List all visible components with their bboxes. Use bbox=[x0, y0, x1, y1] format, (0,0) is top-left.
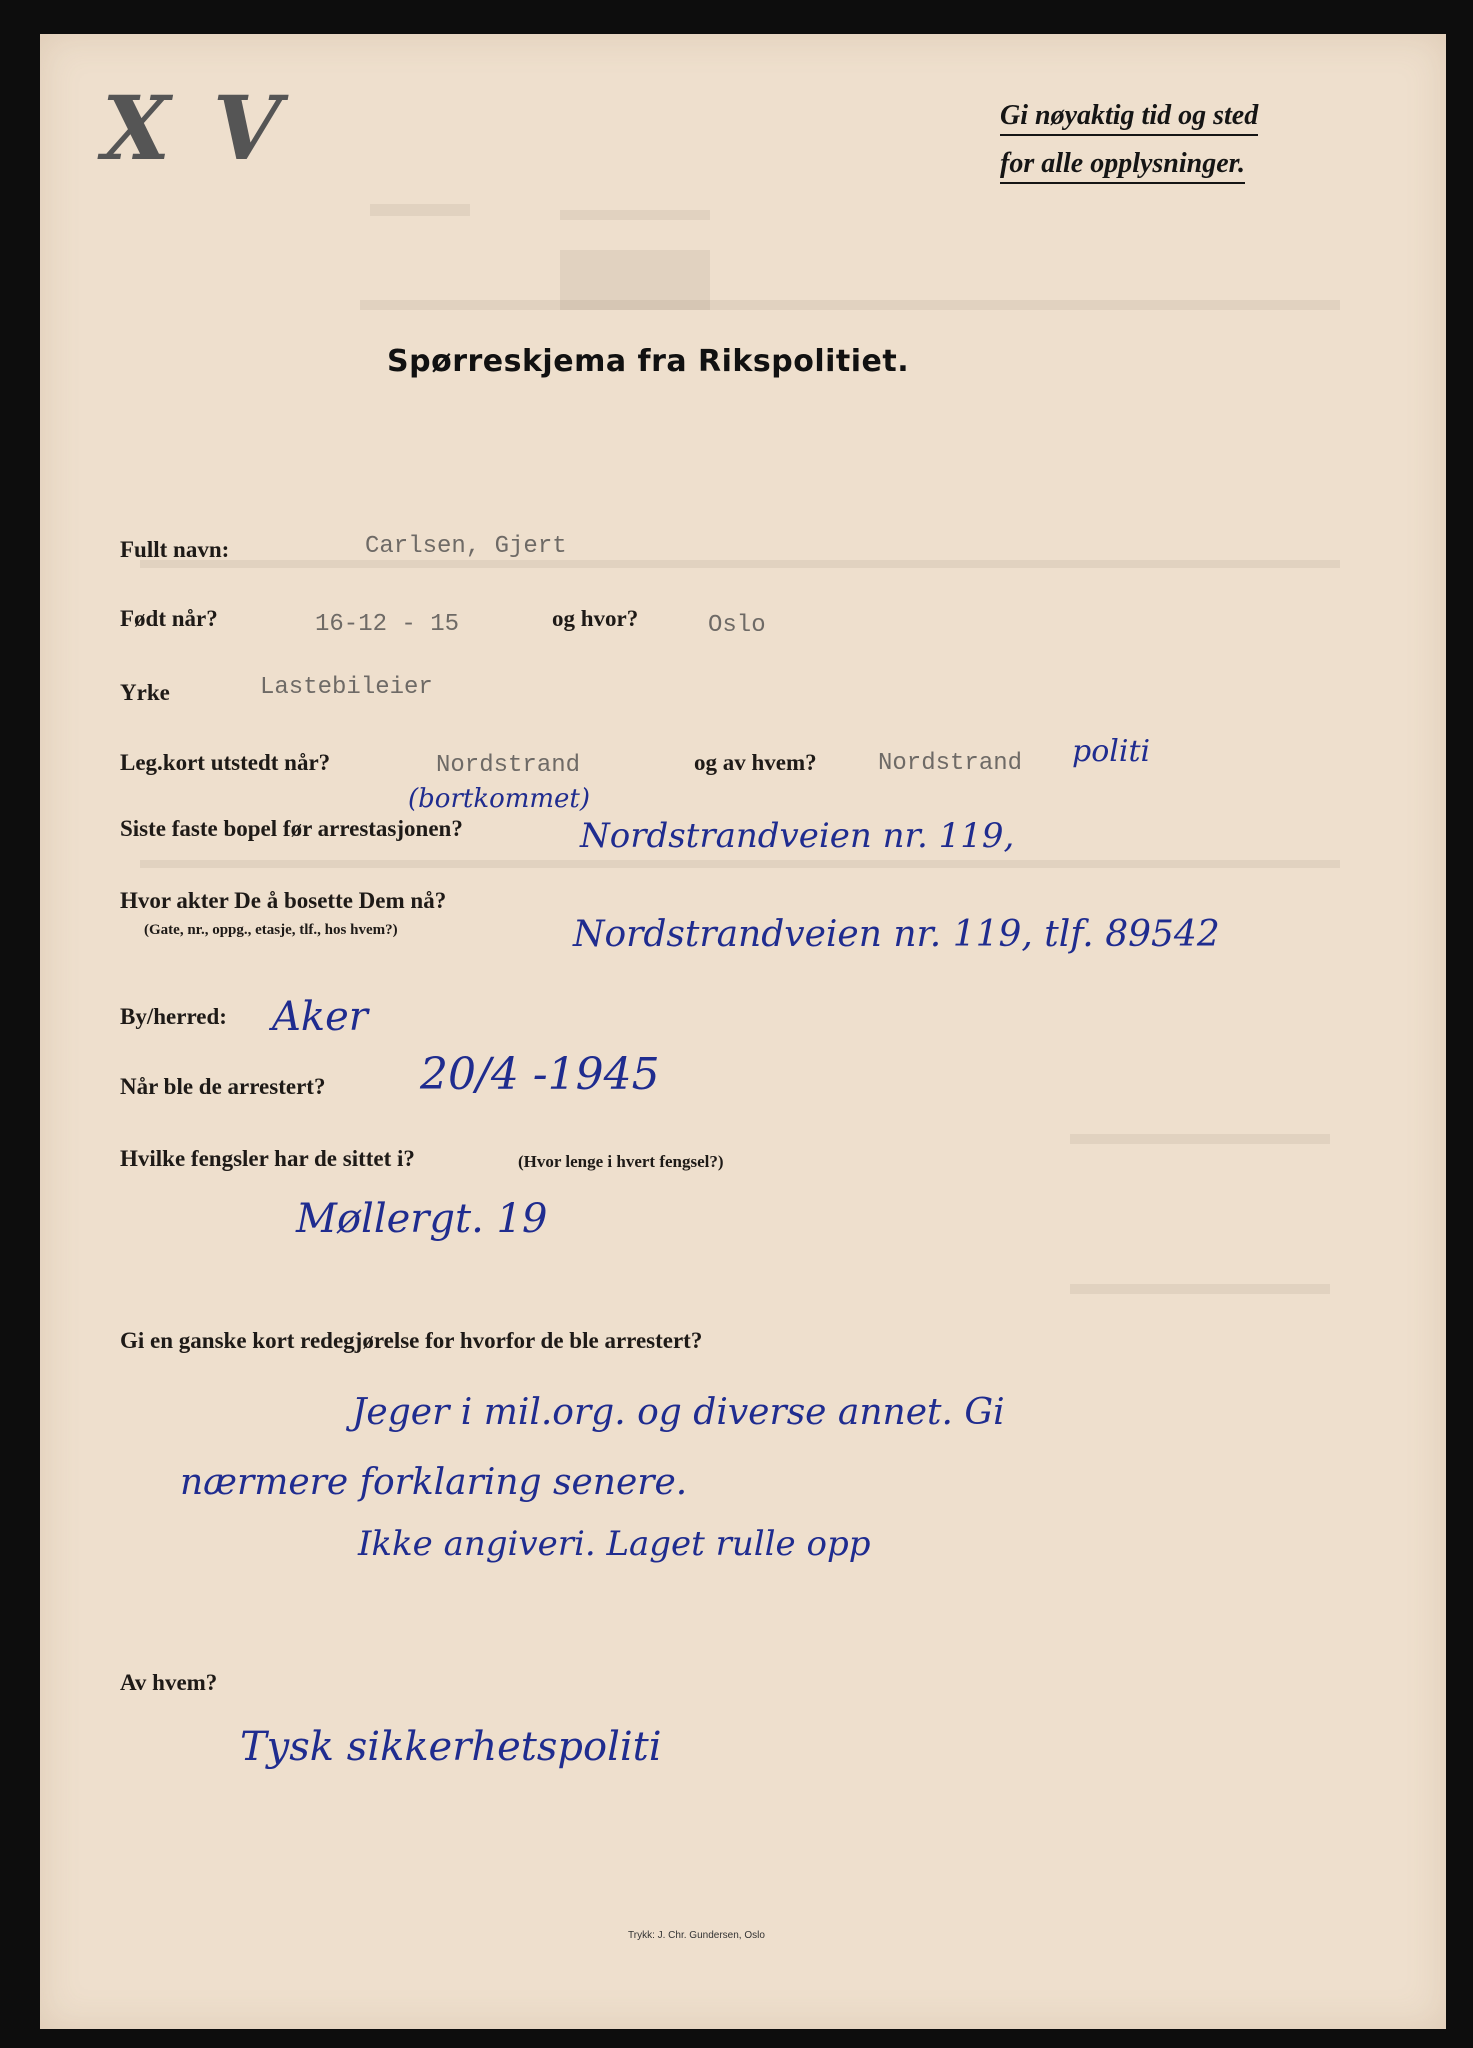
legkort-by-handwritten: politi bbox=[1072, 734, 1151, 769]
bleed-through bbox=[140, 860, 1340, 868]
reason-label: Gi en ganske kort redegjørelse for hvorfor de ble arrestert? bbox=[120, 1328, 703, 1353]
legkort-when-value: Nordstrand bbox=[436, 752, 581, 779]
by-whom-label: Av hvem? bbox=[120, 1670, 218, 1695]
bleed-through bbox=[560, 210, 710, 220]
born-where-label: og hvor? bbox=[552, 606, 639, 631]
born-where-value: Oslo bbox=[708, 612, 766, 639]
reason-line-2: nærmere forklaring senere. bbox=[180, 1462, 688, 1503]
legkort-by-value: Nordstrand bbox=[878, 750, 1023, 777]
last-address-note: (bortkommet) bbox=[408, 784, 591, 814]
reason-line-1: Jeger i mil.org. og diverse annet. Gi bbox=[352, 1392, 1005, 1433]
legkort-by-label: og av hvem? bbox=[694, 750, 817, 775]
prisons-sublabel: (Hvor lenge i hvert fengsel?) bbox=[518, 1152, 724, 1171]
corner-mark: X V bbox=[102, 76, 288, 180]
bleed-through bbox=[370, 204, 470, 216]
arrested-when-value: 20/4 -1945 bbox=[420, 1049, 660, 1100]
by-whom-value: Tysk sikkerhetspoliti bbox=[240, 1724, 662, 1770]
settle-value: Nordstrandveien nr. 119, tlf. 89542 bbox=[573, 914, 1220, 955]
municipality-value: Aker bbox=[272, 994, 368, 1040]
profession-label: Yrke bbox=[120, 680, 170, 705]
reason-line-3: Ikke angiveri. Laget rulle opp bbox=[358, 1524, 871, 1564]
printer-imprint: Trykk: J. Chr. Gundersen, Oslo bbox=[628, 1930, 765, 1941]
name-label: Fullt navn: bbox=[120, 537, 230, 562]
prisons-label: Hvilke fengsler har de sittet i? bbox=[120, 1146, 415, 1171]
arrested-when-label: Når ble de arrestert? bbox=[120, 1074, 326, 1099]
notice-line-2: for alle opplysninger. bbox=[1000, 148, 1245, 184]
legkort-when-label: Leg.kort utstedt når? bbox=[120, 750, 331, 775]
prisons-value: Møllergt. 19 bbox=[296, 1196, 548, 1242]
last-address-value: Nordstrandveien nr. 119, bbox=[580, 816, 1015, 856]
bleed-through bbox=[1070, 1284, 1330, 1294]
profession-value: Lastebileier bbox=[260, 674, 433, 701]
bleed-through bbox=[360, 300, 1340, 310]
last-address-label: Siste faste bopel før arrestasjonen? bbox=[120, 816, 463, 841]
name-value: Carlsen, Gjert bbox=[365, 533, 567, 560]
born-when-label: Født når? bbox=[120, 606, 218, 631]
notice-line-1: Gi nøyaktig tid og sted bbox=[1000, 100, 1258, 136]
born-when-value: 16-12 - 15 bbox=[315, 611, 460, 638]
bleed-through bbox=[140, 560, 1340, 568]
settle-sublabel: (Gate, nr., oppg., etasje, tlf., hos hvem?) bbox=[144, 922, 398, 938]
form-page bbox=[40, 34, 1446, 2029]
form-title: Spørreskjema fra Rikspolitiet. bbox=[387, 344, 910, 379]
settle-label: Hvor akter De å bosette Dem nå? bbox=[120, 888, 447, 913]
municipality-label: By/herred: bbox=[120, 1004, 227, 1029]
bleed-through bbox=[1070, 1134, 1330, 1144]
